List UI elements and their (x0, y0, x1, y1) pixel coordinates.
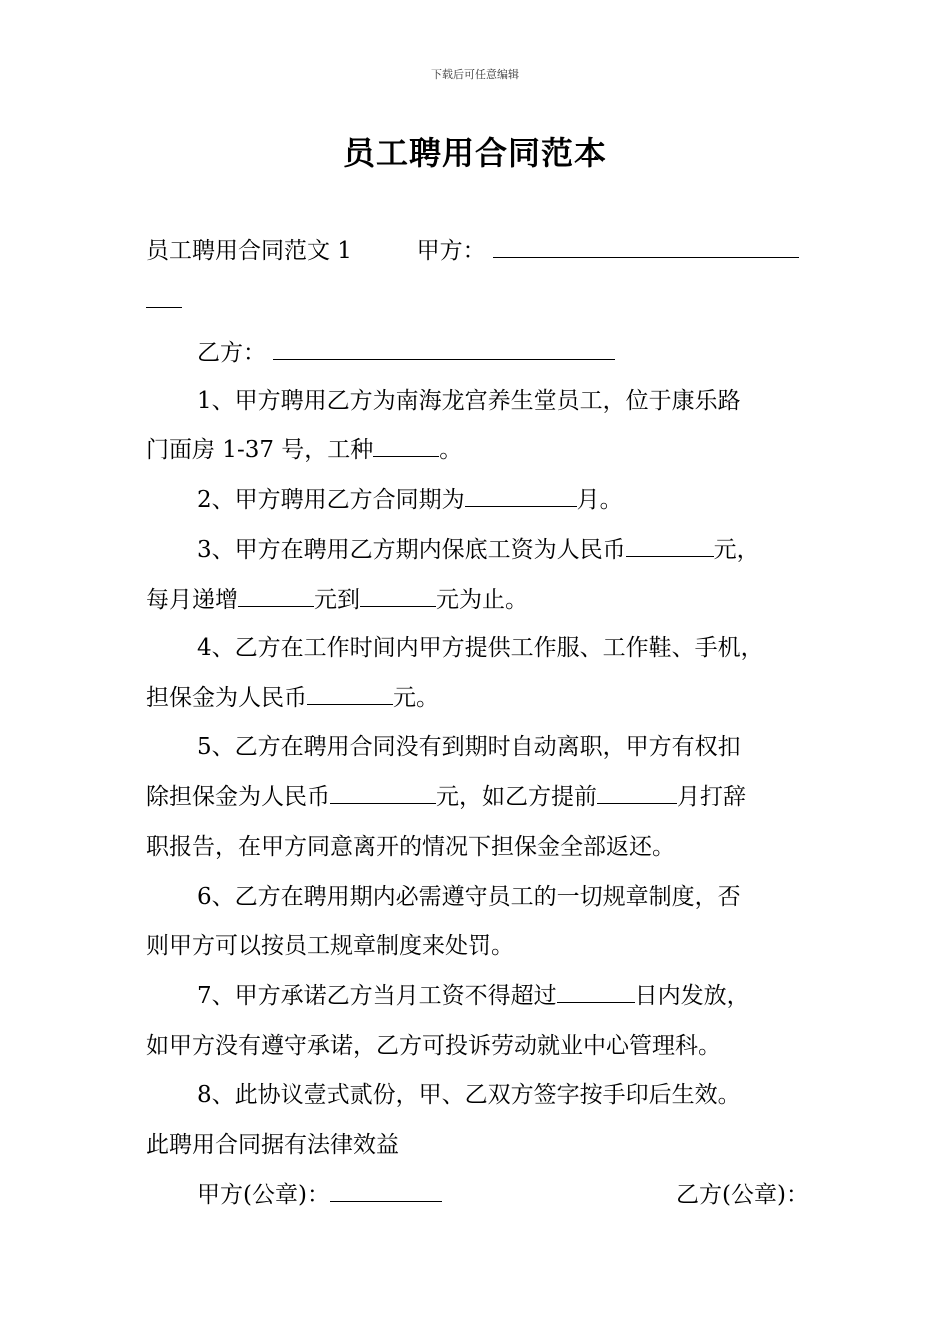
clause-7-line-2: 如甲方没有遵守承诺，乙方可投诉劳动就业中心管理科。 (146, 1033, 721, 1059)
base-salary-blank (626, 536, 714, 557)
party-a-seal-label: 甲方(公章)： (197, 1182, 330, 1208)
clause-2-line (197, 485, 623, 515)
clause-7-text: 7、甲方承诺乙方当月工资不得超过 (197, 983, 557, 1009)
clause-4-text: 担保金为人民币 (146, 685, 307, 711)
clause-1-text: 门面房 1-37 号，工种 (146, 437, 374, 463)
party-b-blank (273, 339, 615, 360)
document-title: 员工聘用合同范本 (342, 134, 607, 172)
notice-months-blank (597, 783, 677, 804)
clause-1-end: 。 (439, 437, 463, 463)
clause-1-line-2 (146, 435, 462, 465)
clause-3-unit: 元， (713, 537, 760, 563)
clause-5-advance: 元，如乙方提前 (436, 784, 597, 810)
signature-party-b: 乙方(公章)： (676, 1182, 809, 1208)
party-b-line (197, 338, 615, 368)
clause-7-line-1 (197, 981, 750, 1011)
clause-3-line-2 (146, 585, 528, 615)
clause-6-line-1: 6、乙方在聘用期内必需遵守员工的一切规章制度，否 (197, 884, 741, 910)
clause-3-end: 元为止。 (436, 587, 528, 613)
clause-5-line-2 (146, 782, 746, 812)
clause-4-line-2 (146, 683, 439, 713)
heading-label: 员工聘用合同范文 1 (146, 238, 352, 264)
clause-5-resign: 月打辞 (677, 784, 746, 810)
party-b-label: 乙方： (197, 340, 266, 366)
contract-period-blank (465, 486, 577, 507)
clause-3-to: 元到 (314, 587, 360, 613)
party-a-blank-tail (146, 287, 182, 308)
heading-line (146, 236, 799, 266)
clause-2-text: 2、甲方聘用乙方合同期为 (197, 487, 465, 513)
clause-8-line-2: 此聘用合同据有法律效益 (146, 1132, 399, 1158)
header-note: 下载后可任意编辑 (431, 68, 519, 81)
party-a-blank (493, 237, 799, 258)
clause-7-end: 日内发放， (634, 983, 750, 1009)
clause-2-end: 月。 (576, 487, 623, 513)
clause-3-line-1 (197, 535, 760, 565)
signature-party-a (197, 1180, 442, 1210)
job-type-blank (373, 436, 439, 457)
clause-3-increment: 每月递增 (146, 587, 238, 613)
deduction-blank (330, 783, 436, 804)
clause-5-line-3: 职报告，在甲方同意离开的情况下担保金全部返还。 (146, 834, 675, 860)
clause-3-text: 3、甲方在聘用乙方期内保底工资为人民币 (197, 537, 626, 563)
clause-5-text: 除担保金为人民币 (146, 784, 330, 810)
deposit-blank (307, 684, 393, 705)
party-a-seal-blank (330, 1181, 442, 1202)
payday-blank (557, 982, 635, 1003)
party-a-blank-continuation (146, 286, 182, 316)
cap-blank (360, 586, 436, 607)
clause-4-line-1: 4、乙方在工作时间内甲方提供工作服、工作鞋、手机， (197, 635, 764, 661)
clause-1-line-1: 1、甲方聘用乙方为南海龙宫养生堂员工，位于康乐路 (197, 388, 741, 414)
clause-6-line-2: 则甲方可以按员工规章制度来处罚。 (146, 933, 514, 959)
clause-4-end: 元。 (393, 685, 439, 711)
clause-8-line-1: 8、此协议壹式贰份，甲、乙双方签字按手印后生效。 (197, 1082, 741, 1108)
party-a-label: 甲方： (416, 238, 486, 264)
clause-5-line-1: 5、乙方在聘用合同没有到期时自动离职，甲方有权扣 (197, 734, 741, 760)
increment-blank (238, 586, 314, 607)
